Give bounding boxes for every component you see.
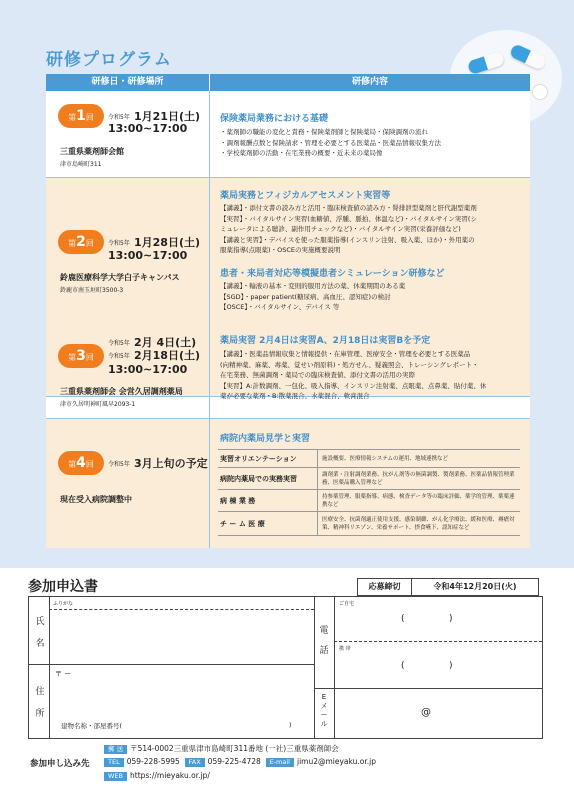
contact-web-link[interactable]: https://mieyaku.or.jp/ xyxy=(130,771,210,780)
session-2-date: 1月28日(土) xyxy=(134,236,201,249)
session-4-subtable xyxy=(218,449,520,536)
contact-web: WEB https://mieyaku.or.jp/ xyxy=(104,771,210,781)
session-2-content-2: 【講義】・輸液の基本・変則的服用方法の薬、休薬期間のある薬 【SGD】・paper patient(糖尿病、高血圧、認知症)の検討 【OSCE】・バイタルサイン、デバイス 等 xyxy=(220,282,406,311)
contact-email[interactable]: jimu2@mieyaku.or.jp xyxy=(296,757,376,766)
contact-label: 参加申し込み先 xyxy=(30,759,90,769)
session-2-heading-2: 患者・来局者対応等模擬患者シミュレーション研修など xyxy=(220,269,445,279)
contact-mail: 郵 送 〒514-0002三重県津市島崎町311番地 (一社)三重県薬剤師会 xyxy=(104,743,339,754)
session-2-address: 鈴鹿市南玉垣町3500-3 xyxy=(60,287,124,294)
deadline-label: 応募締切 xyxy=(358,579,412,595)
session-4-badge: 第4回 xyxy=(58,451,104,475)
email-label: Eメール xyxy=(320,693,328,728)
session-1-address: 津市島崎町311 xyxy=(60,161,102,168)
address-label: 住 所 xyxy=(35,687,45,719)
session-2-venue: 鈴鹿医療科学大学白子キャンパス xyxy=(60,273,180,282)
mobile-phone-label: 携 帯 xyxy=(339,646,351,652)
program-table xyxy=(46,74,530,548)
subtable-row: 病 棟 業 務 持参薬管理、服薬指導、病態、検査データ等の臨床評価、薬学的管理、薬薬連携など xyxy=(218,490,520,512)
session-2-time: 13:00~17:00 xyxy=(108,249,188,262)
mobile-phone-field[interactable] xyxy=(336,652,541,686)
address-field[interactable] xyxy=(51,679,313,717)
session-1-time: 13:00~17:00 xyxy=(108,122,188,135)
session-3-date-b: 2月18日(土) xyxy=(134,349,201,362)
deadline-box xyxy=(357,578,539,596)
postal-mark: 〒 ー xyxy=(55,670,72,678)
session-1-badge: 第1回 xyxy=(58,104,104,128)
program-title: 研修プログラム xyxy=(46,50,172,70)
session-3-date-a: 2月 4日(土) xyxy=(134,336,197,349)
deadline-value: 令和4年12月20日(火) xyxy=(433,582,517,591)
session-3-venue: 三重県薬剤師会 会営久居調剤薬局 xyxy=(60,387,183,396)
building-label: 建物名称・部屋番号( xyxy=(61,722,123,730)
subtable-row: チ ー ム 医 療 医療安全、抗菌剤適正使用支援、感染制御、がん化学療法、緩和医療、褥瘡対策、精神科リエゾン、栄養サポート、摂食嚥下、認知症など xyxy=(218,512,520,536)
session-4-row: 第4回 令和5年 3月上旬の予定 現在受入病院調整中 病院内薬局見学と実習 実習オリエンテーション 施設概要、医療情報システムの運用、地域連携など 病院内薬局での実務実習 調剤業・注射調剤業務、抗がん剤等の無菌調製、製剤業務、医薬品情報管理業務、医薬品購入管理など 病 棟 業 務 持参薬管理、服薬指導、病態、検査データ等の臨床評価、薬学的管理、薬薬連携など チ ー ム 医 療 医療安全、抗菌剤適正使用支援、感染制御、がん化学療法、緩和医療、褥瘡対策、精神科リエゾン、栄養サポート、摂食嚥下、認知症など xyxy=(46,419,530,548)
session-3-row: 第3回 令和5年 2月 4日(土) 令和5年 2月18日(土) 13:00~17:00 三重県薬剤師会 会営久居調剤薬局 津市久居明神町風早2093-1 薬局実習 2月4日は実習A、2月18日は実習Bを予定 【講義】・医薬品情報収集と情報提供・在庫管理、医療安全・管理を必要とする医薬品 (向精神薬、麻薬、毒薬、覚せい剤原料)・処方せん、疑義照会、トレーシングレポート・ 在宅業務、無菌調剤・薬局での臨床検査値、添付文書の活用の実際 【実習】A:計数調剤、一包化、吸入指導、インスリン注射薬、点眼薬、点鼻薬、貼付薬、休 薬が必要な薬剤・B:散薬混合、水薬混合、軟膏混合 xyxy=(46,323,530,419)
contact-phone: TEL 059-228-5995 FAX 059-225-4728 E-mail jimu2@mieyaku.or.jp xyxy=(104,757,376,767)
session-4-heading: 病院内薬局見学と実習 xyxy=(220,434,311,444)
session-1-heading: 保険薬局業務における基礎 xyxy=(220,114,329,124)
session-1-venue: 三重県薬剤師会館 xyxy=(60,147,124,156)
session-3-time: 13:00~17:00 xyxy=(108,363,188,376)
at-mark: @ xyxy=(421,707,431,718)
session-2-row: 第2回 令和5年 1月28日(土) 13:00~17:00 鈴鹿医療科学大学白子キャンパス 鈴鹿市南玉垣町3500-3 薬局実務とフィジカルアセスメント実習等 【講義】・添付文書の読み方と活用・臨床検査値の読み方・腎排泄型薬剤と肝代謝型薬剤 【実習】・バイタルサイン実習(血糖値、浮腫、脈拍、体温など)・バイタルサイン実習(シ ミュレータによる聴診、副作用チェックなど)・バイタルサイン実習(栄養評価など) 【講義と実習】・デバイスを使った服薬指導(インスリン注射、吸入薬、ほか)・外用薬の 服薬指導(点眼薬)・OSCEの実施概要説明 患者・来局者対応等模擬患者シミュレーション研修など 【講義】・輸液の基本・変則的服用方法の薬、休薬期間のある薬 【SGD】・paper patient(糖尿病、高血圧、認知症)の検討 【OSCE】・バイタルサイン、デバイス 等 xyxy=(46,178,530,397)
home-phone-label: ご自宅 xyxy=(339,601,355,607)
session-1-date: 1月21日(土) xyxy=(134,110,201,123)
session-3-heading: 薬局実習 2月4日は実習A、2月18日は実習Bを予定 xyxy=(220,336,431,346)
header-content: 研修内容 xyxy=(210,74,530,91)
session-2-badge: 第2回 xyxy=(58,230,104,254)
email-field[interactable] xyxy=(336,690,541,736)
subtable-row: 病院内薬局での実務実習 調剤業・注射調剤業務、抗がん剤等の無菌調製、製剤業務、医薬品情報管理業務、医薬品購入管理など xyxy=(218,468,520,490)
furigana-label: ふりがな xyxy=(53,601,74,607)
header-date-place: 研修日・研修場所 xyxy=(46,74,209,91)
session-2-content: 【講義】・添付文書の読み方と活用・臨床検査値の読み方・腎排泄型薬剤と肝代謝型薬剤 【実習】・バイタルサイン実習(血糖値、浮腫、脈拍、体温など)・バイタルサイン実習(シ ミュレータによる聴診、副作用チェックなど)・バイタルサイン実習(栄養評価など) 【講義と実習】・デバイスを使った服薬指導(インスリン注射、吸入薬、ほか)・外用薬の 服薬指導(点眼薬)・OSCEの実施概要説明 xyxy=(220,204,477,254)
session-1-row: 第1回 令和5年 1月21日(土) 13:00~17:00 三重県薬剤師会館 津市島崎町311 保険薬局業務における基礎 ・薬剤師の職能の変化と責務・保険薬剤師と保険薬局・保険調剤の流れ ・調剤報酬点数と保険請求・管理を必要とする医薬品・医薬品情報収集方法 ・学校薬剤師の活動・在宅業務の概要・近未来の薬局像 xyxy=(46,91,530,178)
subtable-row: 実習オリエンテーション 施設概要、医療情報システムの運用、地域連携など xyxy=(218,450,520,468)
session-2-heading: 薬局実務とフィジカルアセスメント実習等 xyxy=(220,191,391,201)
phone-label: 電 話 xyxy=(319,626,329,656)
application-title: 参加申込書 xyxy=(28,579,98,595)
session-3-badge: 第3回 xyxy=(58,344,104,368)
session-3-content: 【講義】・医薬品情報収集と情報提供・在庫管理、医療安全・管理を必要とする医薬品 (向精神薬、麻薬、毒薬、覚せい剤原料)・処方せん、疑義照会、トレーシングレポート・ 在宅業務、無菌調剤・薬局での臨床検査値、添付文書の活用の実際 【実習】A:計数調剤、一包化、吸入指導、インスリン注射薬、点眼薬、点鼻薬、貼付薬、休 薬が必要な薬剤・B:散薬混合、水薬混合、軟膏混合 xyxy=(220,350,487,400)
session-4-venue: 現在受入病院調整中 xyxy=(60,495,132,504)
application-form: 氏 名 ふりがな 住 所 〒 ー 建物名称・部屋番号( ) 電 話 ご自宅 ( ) 携 帯 ( ) Eメール @ xyxy=(28,596,543,739)
session-4-date: 3月上旬の予定 xyxy=(134,457,208,470)
name-label: 氏 名 xyxy=(35,617,45,649)
home-phone-field[interactable] xyxy=(336,607,541,639)
name-field[interactable] xyxy=(51,611,313,663)
session-3-address: 津市久居明神町風早2093-1 xyxy=(60,401,136,408)
session-1-content: ・薬剤師の職能の変化と責務・保険薬剤師と保険薬局・保険調剤の流れ ・調剤報酬点数と保険請求・管理を必要とする医薬品・医薬品情報収集方法 ・学校薬剤師の活動・在宅業務の概要・近未来の薬局像 xyxy=(220,128,441,157)
